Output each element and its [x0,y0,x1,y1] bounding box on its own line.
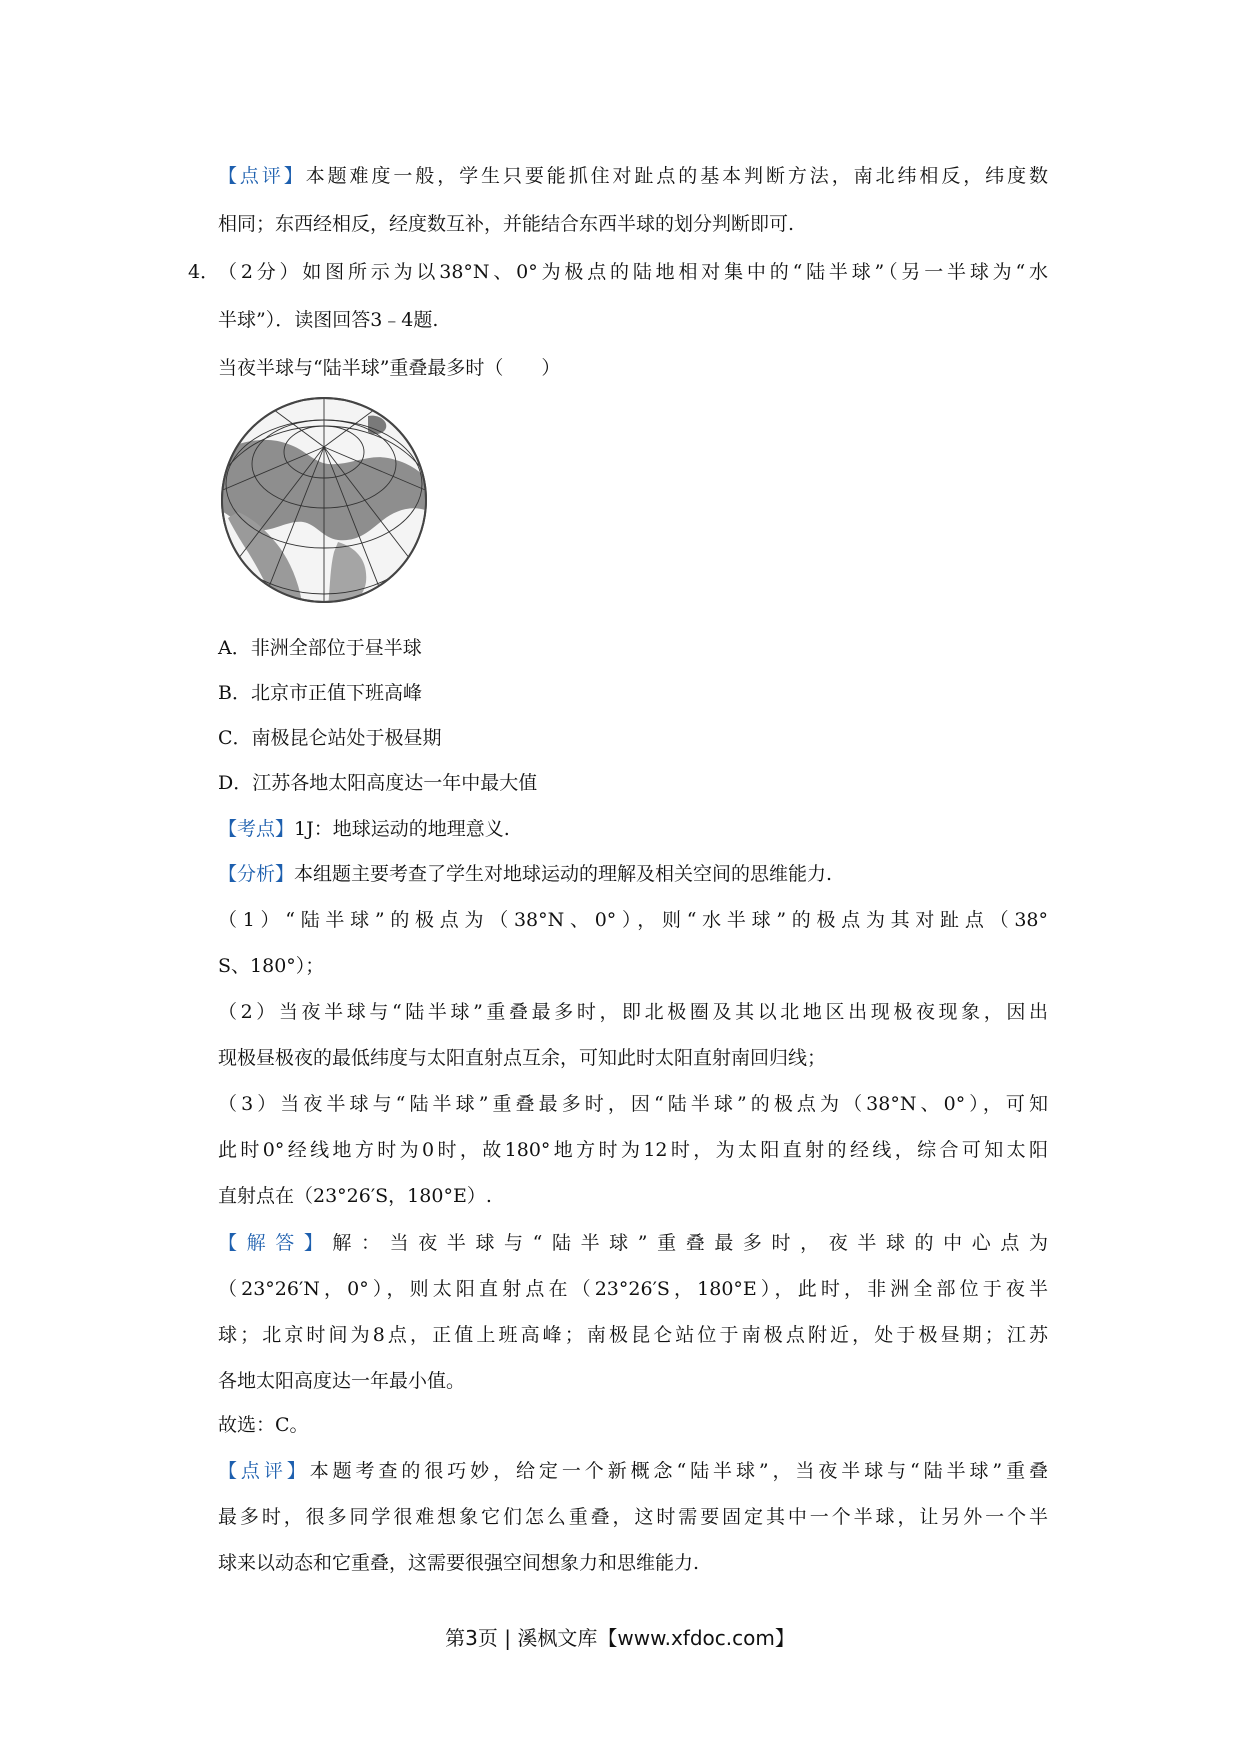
jieda-line-4: 各地太阳高度达一年最小值。 [218,1370,466,1392]
comment-line-1 [218,1456,1048,1486]
fenxi-intro-line [218,859,1048,889]
fenxi-p1-line-1: （1）“陆半球”的极点为（38°N、0°），则“水半球”的极点为其对趾点（38° [218,909,1048,931]
question-line-1: （2分）如图所示为以38°N、0°为极点的陆地相对集中的“陆半球”（另一半球为“水 [218,261,1048,283]
fenxi-p3-line-1: （3）当夜半球与“陆半球”重叠最多时，因“陆半球”的极点为（38°N、0°），可知 [218,1093,1048,1115]
jieda-label: 【解答】 [218,1232,333,1254]
option-d-text: 江苏各地太阳高度达一年中最大值 [252,772,538,794]
option-a-letter: A． [218,637,251,659]
prev-comment-line-1 [218,161,1048,191]
land-hemisphere-globe-image [218,392,430,608]
fenxi-p2-line-2: 现极昼极夜的最低纬度与太阳直射点互余，可知此时太阳直射南回归线； [218,1047,827,1069]
comment-text-1: 本题考查的很巧妙，给定一个新概念“陆半球”，当夜半球与“陆半球”重叠 [309,1460,1048,1482]
option-d [218,768,1048,798]
jieda-line-2: （23°26′N，0°），则太阳直射点在（23°26′S，180°E），此时，非洲全部位于夜半 [218,1278,1048,1300]
option-a [218,633,1048,663]
fenxi-p2-line-1: （2）当夜半球与“陆半球”重叠最多时，即北极圈及其以北地区出现极夜现象，因出 [218,1001,1048,1023]
prev-comment-label: 【点评】 [218,165,306,187]
question-line-2: 半球”）．读图回答3﹣4题. [218,309,439,331]
kaodian-label: 【考点】 [218,818,295,840]
comment-label: 【点评】 [218,1460,310,1482]
fenxi-intro-text: 本组题主要考查了学生对地球运动的理解及相关空间的思维能力. [294,863,833,885]
prev-comment-line-2: 相同；东西经相反，经度数互补，并能结合东西半球的划分判断即可. [218,213,795,235]
option-b-letter: B． [218,682,251,704]
comment-line-3: 球来以动态和它重叠，这需要很强空间想象力和思维能力. [218,1552,700,1574]
option-d-letter: D． [218,772,253,794]
jieda-line-3: 球；北京时间为8点，正值上班高峰；南极昆仑站位于南极点附近，处于极昼期；江苏 [218,1324,1048,1346]
option-a-text: 非洲全部位于昼半球 [250,637,422,659]
jieda-text-1: 解：当夜半球与“陆半球”重叠最多时，夜半球的中心点为 [332,1232,1048,1254]
kaodian-line [218,814,1048,844]
question-number: 4． [188,261,220,283]
option-c [218,723,1048,753]
page-footer: 第3页 | 溪枫文库【www.xfdoc.com】 [445,1626,795,1650]
question-prompt: 当夜半球与“陆半球”重叠最多时（ ） [218,357,561,379]
fenxi-p3-line-3: 直射点在（23°26′S，180°E）. [218,1185,492,1207]
option-b [218,678,1048,708]
option-c-text: 南极昆仑站处于极昼期 [251,727,442,749]
answer-line: 故选：C。 [218,1414,309,1436]
option-c-letter: C． [218,727,252,749]
jieda-line-1 [218,1228,1048,1258]
fenxi-p3-line-2: 此时0°经线地方时为0时，故180°地方时为12时，为太阳直射的经线，综合可知太阳 [218,1139,1048,1161]
kaodian-text: 1J：地球运动的地理意义. [294,818,510,840]
option-b-text: 北京市正值下班高峰 [250,682,422,704]
fenxi-p1-line-2: S、180°）； [218,955,325,977]
fenxi-label: 【分析】 [218,863,295,885]
prev-comment-text-1: 本题难度一般，学生只要能抓住对趾点的基本判断方法，南北纬相反，纬度数 [305,165,1048,187]
comment-line-2: 最多时，很多同学很难想象它们怎么重叠，这时需要固定其中一个半球，让另外一个半 [218,1506,1048,1528]
